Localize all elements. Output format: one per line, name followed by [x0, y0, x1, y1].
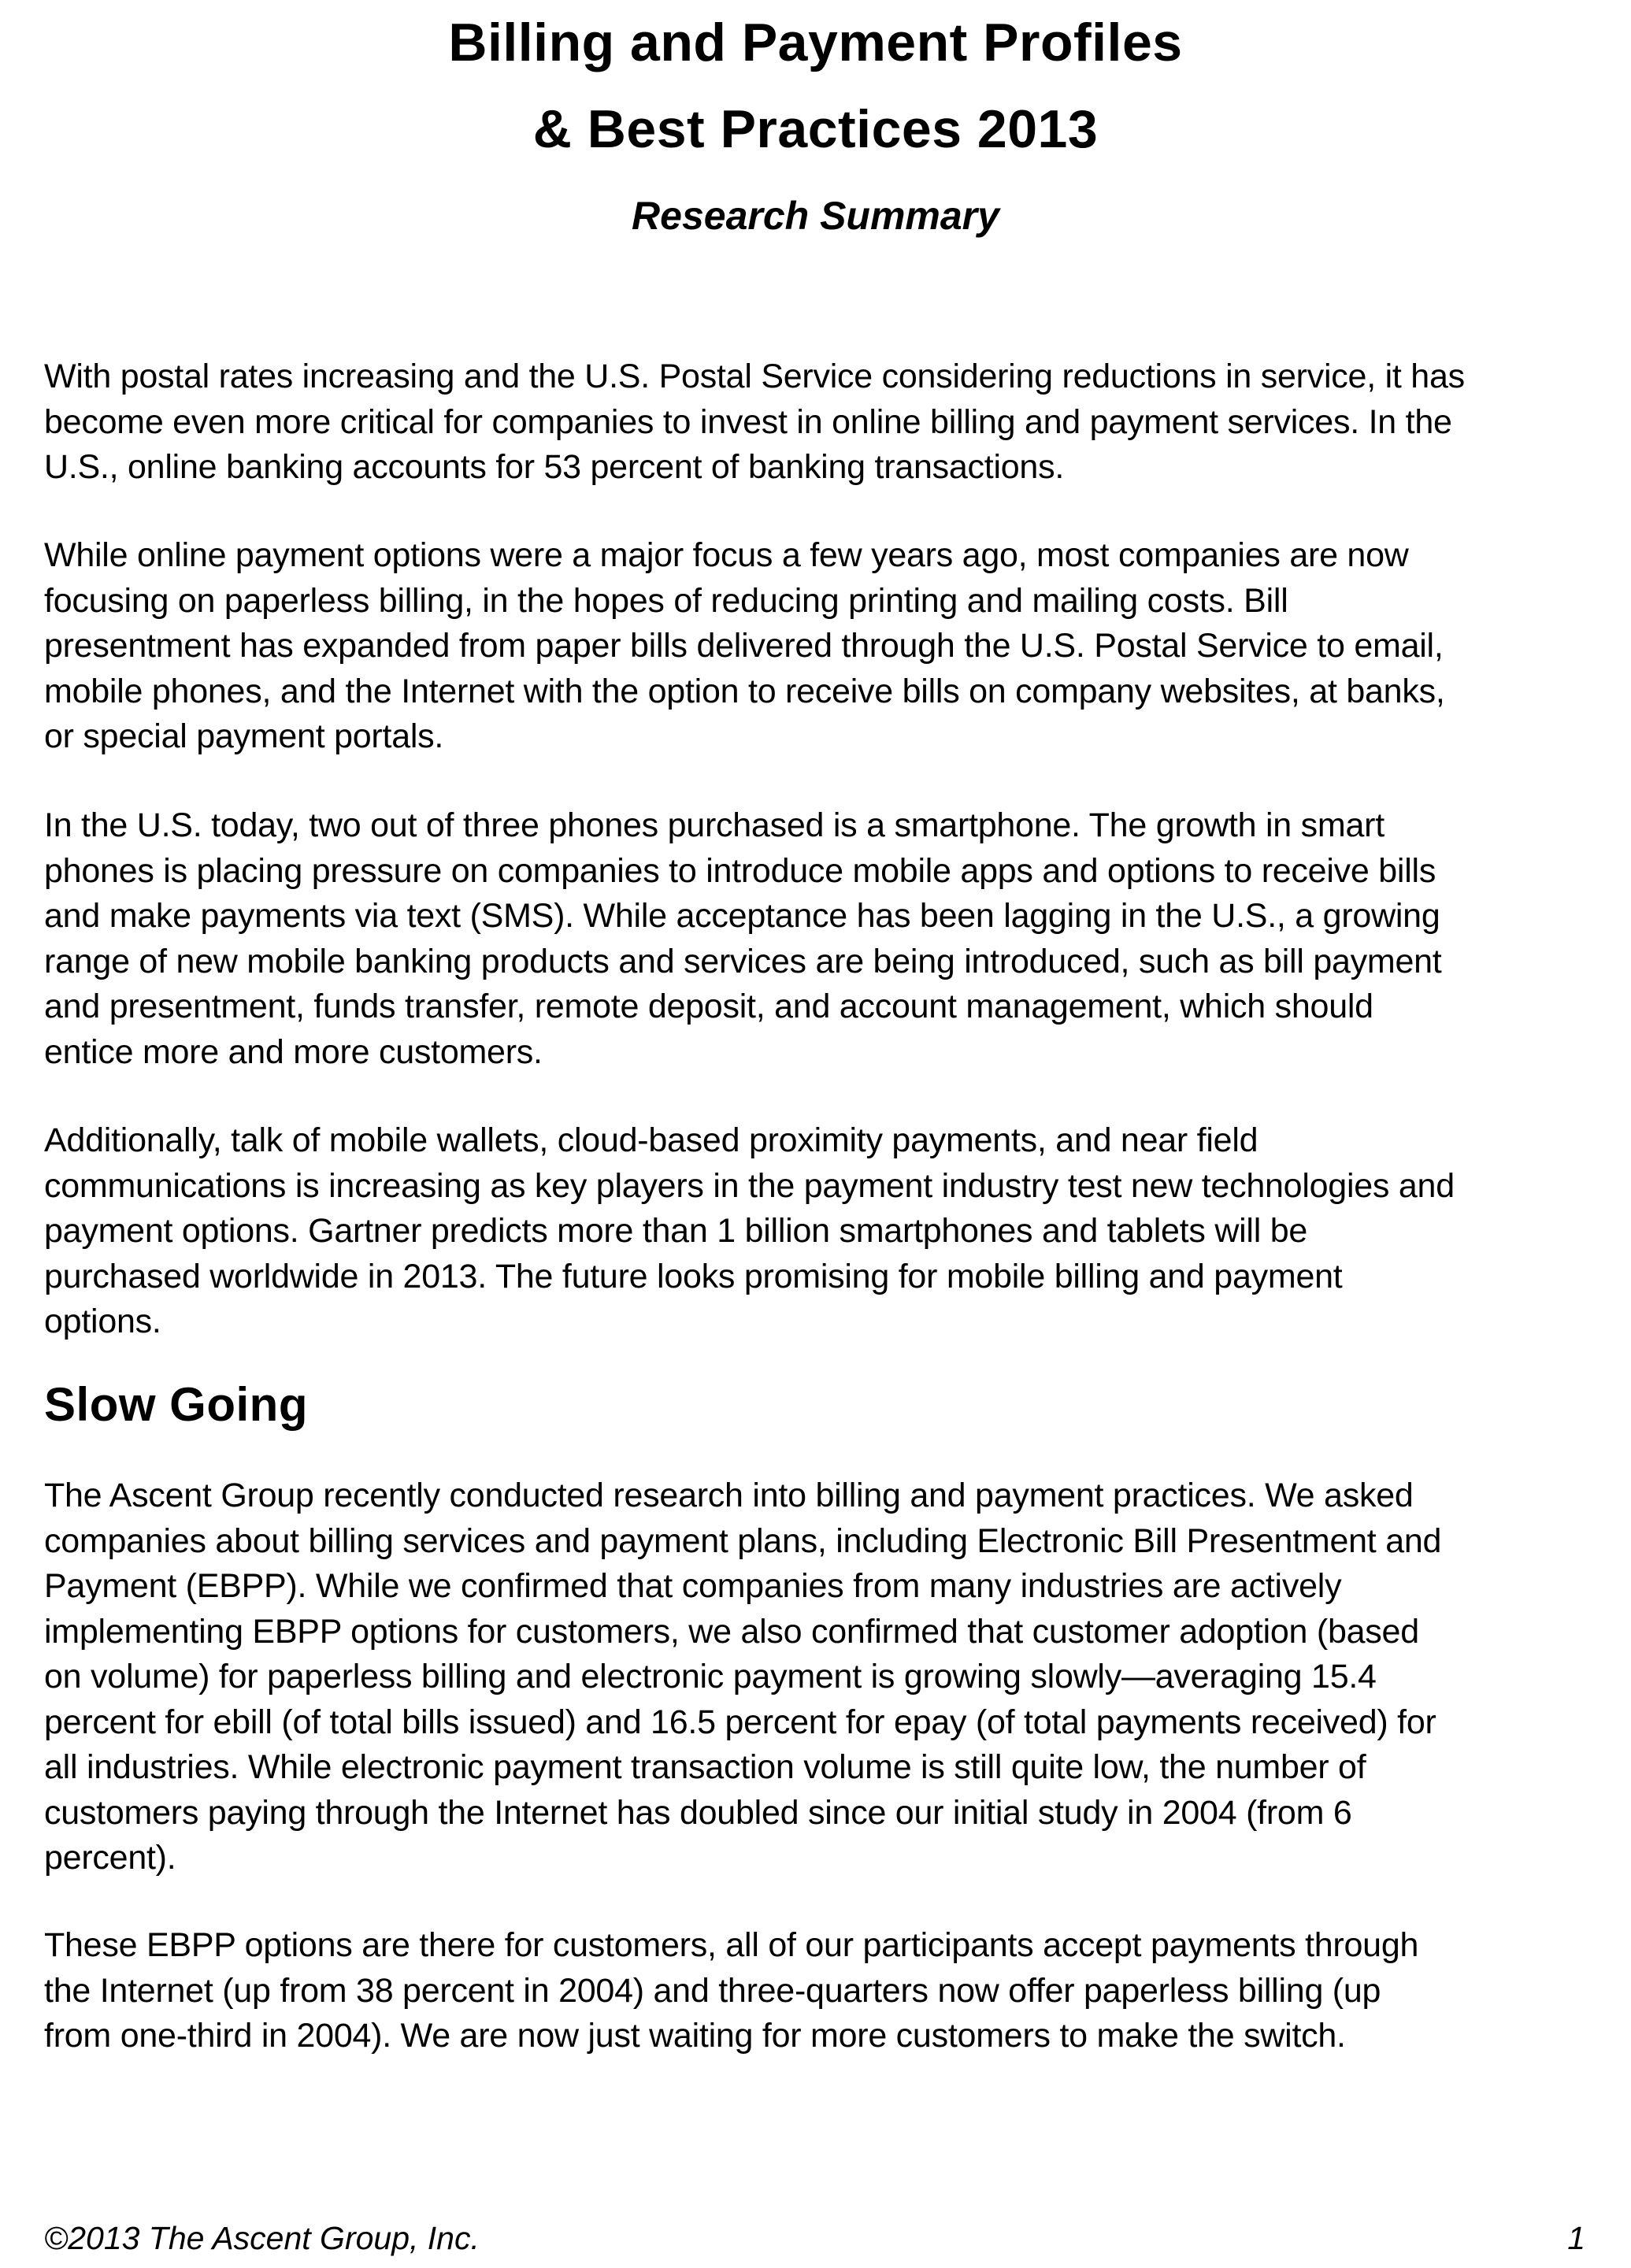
intro-paragraph-3 [44, 803, 1588, 1075]
text-line: customers paying through the Internet has doubled since our initial study in 2004 (from 6 [44, 1793, 1352, 1832]
text-line: implementing EBPP options for customers, we also confirmed that customer adoption (based [44, 1612, 1419, 1651]
text-line: percent for ebill (of total bills issued) and 16.5 percent for epay (of total payments received) for [44, 1703, 1436, 1741]
section-paragraph-2 [44, 1923, 1588, 2059]
text-line: all industries. While electronic payment transaction volume is still quite low, the number of [44, 1748, 1366, 1786]
document-title-line-2: & Best Practices 2013 [532, 99, 1099, 159]
page-number: 1 [1567, 2220, 1585, 2256]
text-line: entice more and more customers. [44, 1032, 543, 1071]
section-heading: Slow Going [44, 1378, 308, 1431]
text-line: In the U.S. today, two out of three phones purchased is a smartphone. The growth in smart [44, 806, 1384, 844]
text-line: mobile phones, and the Internet with the option to receive bills on company websites, at banks, [44, 672, 1445, 710]
text-line: or special payment portals. [44, 717, 444, 755]
text-line: presentment has expanded from paper bills delivered through the U.S. Postal Service to email, [44, 627, 1444, 665]
text-line: focusing on paperless billing, in the hopes of reducing printing and mailing costs. Bill [44, 581, 1288, 620]
intro-paragraph-4 [44, 1118, 1588, 1345]
text-line: phones is placing pressure on companies to introduce mobile apps and options to receive bills [44, 851, 1436, 890]
text-line: payment options. Gartner predicts more than 1 billion smartphones and tablets will be [44, 1212, 1308, 1250]
document-subtitle: Research Summary [632, 194, 999, 238]
text-line: These EBPP options are there for customers, all of our participants accept payments through [44, 1926, 1419, 1964]
text-line: companies about billing services and payment plans, including Electronic Bill Presentment and [44, 1521, 1442, 1560]
text-line: on volume) for paperless billing and electronic payment is growing slowly—averaging 15.4 [44, 1658, 1377, 1695]
text-line: Payment (EBPP). While we confirmed that companies from many industries are actively [44, 1567, 1342, 1605]
text-line: purchased worldwide in 2013. The future looks promising for mobile billing and payment [44, 1257, 1343, 1295]
text-line: U.S., online banking accounts for 53 percent of banking transactions. [44, 448, 1065, 486]
text-line: The Ascent Group recently conducted research into billing and payment practices. We asked [44, 1477, 1414, 1514]
document-title-line-1: Billing and Payment Profiles [448, 13, 1183, 72]
text-line: become even more critical for companies to invest in online billing and payment services. In the [44, 402, 1452, 441]
text-line: Additionally, talk of mobile wallets, cloud-based proximity payments, and near field [44, 1121, 1258, 1159]
text-line: range of new mobile banking products and services are being introduced, such as bill payment [44, 942, 1442, 980]
text-line: from one-third in 2004). We are now just waiting for more customers to make the switch. [44, 2017, 1346, 2055]
text-line: options. [44, 1303, 161, 1340]
text-line: While online payment options were a major focus a few years ago, most companies are now [44, 536, 1409, 574]
intro-paragraph-1 [44, 354, 1588, 491]
text-line: percent). [44, 1839, 176, 1877]
section-paragraph-1 [44, 1473, 1588, 1881]
text-line: communications is increasing as key players in the payment industry test new technologies and [44, 1166, 1455, 1205]
intro-paragraph-2 [44, 533, 1588, 760]
footer-copyright: ©2013 The Ascent Group, Inc. [44, 2220, 480, 2256]
text-line: and make payments via text (SMS). While acceptance has been lagging in the U.S., a growing [44, 897, 1440, 935]
text-line: and presentment, funds transfer, remote deposit, and account management, which should [44, 988, 1373, 1025]
text-line: the Internet (up from 38 percent in 2004) and three-quarters now offer paperless billing (up [44, 1971, 1381, 2010]
text-line: With postal rates increasing and the U.S. Postal Service considering reductions in service, it has [44, 358, 1465, 395]
